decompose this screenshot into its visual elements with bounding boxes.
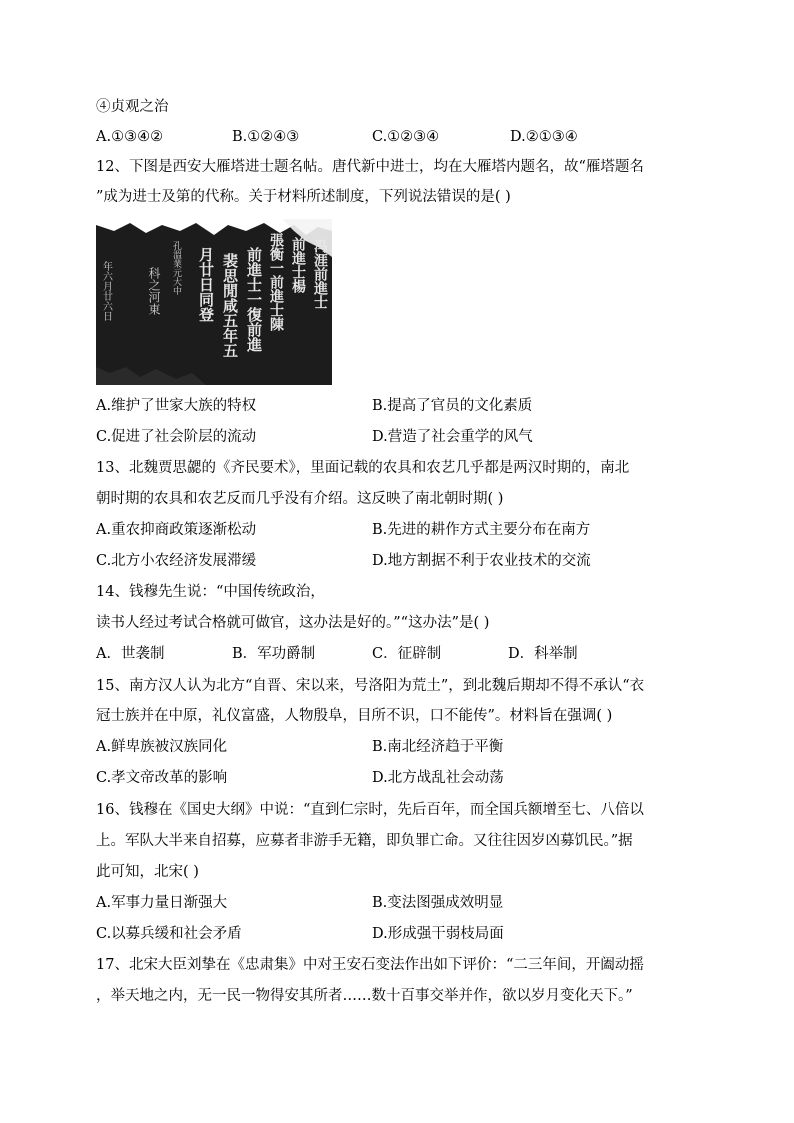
q12-option-a: A.维护了世家大族的特权 — [96, 398, 257, 414]
q16-option-a: A.军事力量日渐强大 — [96, 895, 228, 911]
q13-option-c: C.北方小农经济发展滞缓 — [96, 553, 257, 569]
q13-option-a: A.重农抑商政策逐渐松动 — [96, 522, 257, 538]
rubbing-col-8: 科之河東 — [147, 267, 161, 315]
q13-option-b: B.先进的耕作方式主要分布在南方 — [372, 522, 591, 538]
rubbing-col-3: 張衡一前進士陳 — [268, 233, 284, 331]
q13-stem-line-2: 朝时期的农具和农艺反而几乎没有介绍。这反映了南北朝时期( ) — [96, 491, 504, 507]
q12-option-c: C.促进了社会阶层的流动 — [96, 429, 257, 445]
rubbing-col-9: 年六月廿六日 — [100, 261, 112, 321]
q14-option-b: B．军功爵制 — [232, 646, 316, 662]
q11-option-b: B.①②④③ — [232, 129, 300, 145]
rubbing-col-2: 前進士楊 — [290, 237, 306, 293]
q15-option-d: D.北方战乱社会动荡 — [372, 770, 504, 786]
q12-stem-line-2: ”成为进士及第的代称。关于材料所述制度，下列说法错误的是( ) — [96, 189, 511, 205]
q13-stem-line-1: 13、北魏贾思勰的《齐民要术》，里面记载的农具和农艺几乎都是两汉时期的，南北 — [96, 460, 630, 476]
q12-stem-line-1: 12、下图是西安大雁塔进士题名帖。唐代新中进士，均在大雁塔内题名，故“雁塔题名 — [96, 159, 644, 175]
q14-option-a: A．世袭制 — [96, 646, 165, 662]
rubbing-image — [96, 217, 332, 385]
q15-option-c: C.孝文帝改革的影响 — [96, 770, 228, 786]
q15-option-a: A.鲜卑族被汉族同化 — [96, 739, 228, 755]
q16-option-c: C.以募兵缓和社会矛盾 — [96, 926, 242, 942]
rubbing-col-4: 前進士一復前進 — [245, 247, 263, 352]
q16-option-b: B.变法图强成效明显 — [372, 895, 504, 911]
q12-option-d: D.营造了社会重学的风气 — [372, 429, 533, 445]
q17-stem-line-2: ，举天地之内，无一民一物得安其所者……数十百事交举并作，欲以岁月变化天下。” — [96, 988, 633, 1004]
q11-option-c: C.①②③④ — [372, 129, 440, 145]
q13-option-d: D.地方割据不利于农业技术的交流 — [372, 553, 591, 569]
q16-stem-line-1: 16、钱穆在《国史大纲》中说：“直到仁宗时，先后百年，而全国兵额增至七、八倍以 — [96, 802, 644, 818]
rubbing-col-7: 孔溫業元大中 — [171, 241, 181, 295]
q12-option-b: B.提高了官员的文化素质 — [372, 398, 533, 414]
q14-option-c: C．征辟制 — [372, 646, 442, 662]
q14-stem-line-1: 14、钱穆先生说：“中国传统政治， — [96, 584, 325, 600]
q15-stem-line-1: 15、南方汉人认为北方“自晋、宋以来，号洛阳为荒土”，到北魏后期却不得不承认“衣 — [96, 678, 645, 694]
q16-option-d: D.形成强干弱枝局面 — [372, 926, 504, 942]
q17-stem-line-1: 17、北宋大臣刘挚在《忠肃集》中对王安石变法作出如下评价：“二三年间，开阖动摇 — [96, 957, 644, 973]
q15-option-b: B.南北经济趋于平衡 — [372, 739, 504, 755]
q14-stem-line-2: 读书人经过考试合格就可做官，这办法是好的。”“这办法”是( ) — [96, 615, 490, 631]
q14-option-d: D．科举制 — [508, 646, 578, 662]
rubbing-col-1: 冯涯前進士 — [312, 239, 328, 309]
rubbing-col-6: 月廿日同登 — [197, 247, 215, 322]
q11-item-4: ④贞观之治 — [96, 99, 169, 115]
rubbing-col-5: 裴思閒咸五年五 — [221, 253, 239, 358]
q11-option-d: D.②①③④ — [510, 129, 578, 145]
q11-option-a: A.①③④② — [96, 129, 164, 145]
q15-stem-line-2: 冠士族并在中原，礼仪富盛，人物殷阜，目所不识，口不能传”。材料旨在强调( ) — [96, 708, 613, 724]
q16-stem-line-3: 此可知，北宋( ) — [96, 864, 199, 880]
q16-stem-line-2: 上。军队大半来自招募，应募者非游手无籍，即负罪亡命。又往往因岁凶募饥民。”据 — [96, 833, 633, 849]
